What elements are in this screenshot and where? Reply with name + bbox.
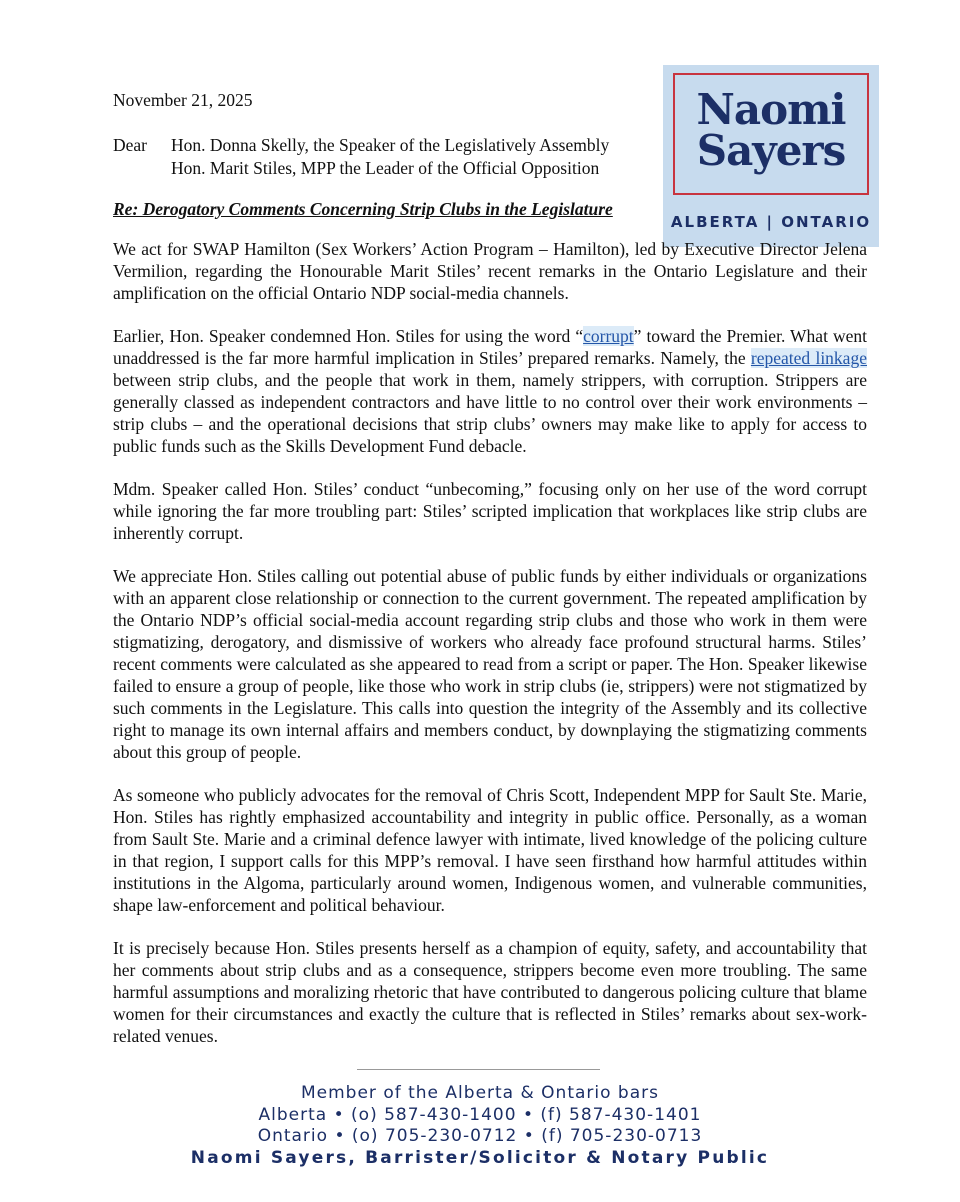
logo-name-first: Naomi xyxy=(696,85,846,134)
footer-bar-membership: Member of the Alberta & Ontario bars xyxy=(301,1083,659,1103)
subject-line: Re: Derogatory Comments Concerning Strip Clubs in the Legislature xyxy=(113,199,613,219)
recipient-list xyxy=(171,134,609,180)
link-repeated-linkage[interactable]: repeated linkage xyxy=(750,348,867,368)
firm-logo xyxy=(663,65,879,247)
footer-firm-name: Naomi Sayers, Barrister/Solicitor & Notary Public xyxy=(190,1147,770,1168)
paragraph-2 xyxy=(113,325,867,457)
paragraph-3: Mdm. Speaker called Hon. Stiles’ conduct “unbecoming,” focusing only on her use of the word corrupt while ignoring the far more troubling part: Stiles’ scripted implication that workplaces like strip clubs are inherently corrupt. xyxy=(113,479,867,543)
recipient-speaker: Hon. Donna Skelly, the Speaker of the Legislatively Assembly xyxy=(171,135,610,155)
salutation-word: Dear xyxy=(113,135,148,155)
footer-alberta-contacts: Alberta • (o) 587-430-1400 • (f) 587-430-1401 xyxy=(258,1104,702,1125)
recipient-opposition-leader: Hon. Marit Stiles, MPP the Leader of the Official Opposition xyxy=(171,158,600,178)
logo-name xyxy=(675,85,867,175)
logo-name-last: Sayers xyxy=(696,126,846,175)
paragraph-5: As someone who publicly advocates for the removal of Chris Scott, Independent MPP for Sault Ste. Marie, Hon. Stiles has rightly emphasized accountability and integrity in public office. Personally, as a woman from Sault Ste. Marie and a criminal defence lawyer with intimate, lived knowledge of the policing culture in that region, I support calls for this MPP’s removal. I have seen firsthand how harmful attitudes within institutions in the Algoma, particularly around women, Indigenous women, and vulnerable communities, shape law-enforcement and political behaviour. xyxy=(113,785,867,915)
logo-frame xyxy=(673,73,869,195)
paragraph-2-text-a: Earlier, Hon. Speaker condemned Hon. Stiles for using the word “ xyxy=(113,326,584,346)
letter-date: November 21, 2025 xyxy=(113,90,253,110)
letterhead-footer xyxy=(0,1083,960,1169)
footer-divider xyxy=(357,1069,600,1070)
logo-subtitle: ALBERTA | ONTARIO xyxy=(670,213,872,231)
paragraph-6: It is precisely because Hon. Stiles presents herself as a champion of equity, safety, and accountability that her comments about strip clubs and as a consequence, strippers become even more troubling. The same harmful assumptions and moralizing rhetoric that have contributed to dangerous policing culture that blame women for their circumstances and exactly the culture that is reflected in Stiles’ remarks about sex-work-related venues. xyxy=(113,938,867,1046)
letter-body xyxy=(113,238,867,1068)
paragraph-2-text-b: ” toward the Premier. What went unaddressed is the far more harmful implication in Stiles’ prepared remarks. Namely, the xyxy=(113,326,867,368)
link-corrupt[interactable]: corrupt xyxy=(583,326,634,346)
footer-ontario-contacts: Ontario • (o) 705-230-0712 • (f) 705-230-0713 xyxy=(257,1126,703,1146)
paragraph-4: We appreciate Hon. Stiles calling out potential abuse of public funds by either individuals or organizations with an apparent close relationship or connection to the current government. The repeated amplification by the Ontario NDP’s official social-media account regarding strip clubs and those who work in them were stigmatizing, derogatory, and dismissive of workers who already face profound structural harms. Stiles’ recent comments were calculated as she appeared to read from a script or paper. The Hon. Speaker likewise failed to ensure a group of people, like those who work in strip clubs (ie, strippers) were not stigmatized by such comments in the Legislature. This calls into question the integrity of the Assembly and its collective right to manage its own internal affairs and members conduct, by downplaying the stigmatizing comments about this group of people. xyxy=(113,566,867,762)
paragraph-2-text-c: between strip clubs, and the people that work in them, namely strippers, with corruption. Strippers are generally classed as independent contractors and have little to no control over their work environments – strip clubs – and the operational decisions that strip clubs’ owners may make like to apply for access to public funds such as the Skills Development Fund debacle. xyxy=(113,370,867,456)
paragraph-1: We act for SWAP Hamilton (Sex Workers’ Action Program – Hamilton), led by Executive Director Jelena Vermilion, regarding the Honourable Marit Stiles’ recent remarks in the Ontario Legislature and their amplification on the official Ontario NDP social-media channels. xyxy=(113,239,867,303)
